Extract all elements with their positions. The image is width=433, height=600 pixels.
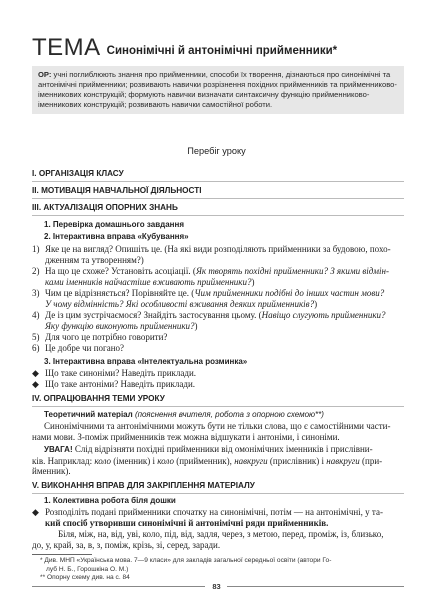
objectives-text: учні поглиблюють знання про прийменники, способи їх творення, дізнаються про синонімічні та антонімічні прийменники; розвивають навички розрізнення похідних прийменників та прийменниково-іменникових конструкцій; формують навички визначати синтаксичну функцію прийменниково-іменникових конструкцій; розвивають навички самостійної роботи. (38, 70, 397, 110)
list-item: ◆ Що таке антоніми? Наведіть приклади. (32, 379, 196, 389)
attention-paragraph: УВАГА! Слід відрізняти похідні прийменники від омонімічних іменників і прислівни- ків. Наприклад: коло (іменник) і коло (прийменник), навкруги (прислівник) і навкруги (при- йменник). (32, 444, 383, 477)
section-heading: І. ОРГАНІЗАЦІЯ КЛАСУ (32, 169, 404, 182)
footnote: * Див. МНП «Українська мова. 7—9 класи» для закладів загальної середньої освіти (автори Го- луб Н. Б., Горошкіна О. М.) ** Опорну схему див. на с. 84 (40, 557, 332, 581)
lesson-heading: Перебіг уроку (187, 146, 246, 156)
list-item: 2) На що це схоже? Установіть асоціації. (Як творять похідні прийменники? З якими відмін- ками іменників найчастіше вживають прийменники?) (32, 266, 389, 287)
list-item: 6) Це добре чи погано? (32, 343, 125, 353)
title-subject: Синонімічні й антонімічні прийменники* (106, 45, 338, 57)
subsection-heading: 3. Інтерактивна вправа «Інтелектуальна розминка» (44, 357, 248, 366)
theory-heading: Теоретичний матеріал (пояснення вчителя, робота з опорною схемою**) (44, 410, 324, 419)
list-item: 4) Де із цим зустрічаємося? Знайдіть застосування цьому. (Навіщо слугують прийменники? Яку функцію виконують прийменники?) (32, 310, 386, 331)
section-heading: ІІ. МОТИВАЦІЯ НАВЧАЛЬНОЇ ДІЯЛЬНОСТІ (32, 186, 404, 199)
list-item: 5) Для чого це потрібно говорити? (32, 332, 168, 342)
footnote-divider (32, 554, 92, 555)
subsection-heading: 1. Перевірка домашнього завдання (44, 220, 184, 229)
list-item: 1) Яке це на вигляд? Опишіть це. (На які види розподіляють прийменники за будовою, похо- дженням та утворенням?) (32, 244, 391, 265)
page-number: 83 (212, 582, 221, 591)
exercise-words: Біля, між, на, від, уві, коло, під, від, задля, через, з метою, перед, проміж, із, близько, до, у, край, за, в, з, поміж, крізь, зі, серед, заради. (32, 529, 384, 550)
objectives-label: ОР: (38, 70, 52, 79)
exercise-task: ◆ Розподіліть подані прийменники спочатку на синонімічні, потім — на антонімічні, у та- кий спосіб утворивши синонімічні й антонімічні ряди прийменників. (32, 507, 383, 528)
list-item: 3) Чим це відрізняється? Порівняйте це. (Чим прийменники подібні до інших частин мови? У чому відмінність? Які особливості вживання деяких прийменників?) (32, 288, 385, 309)
theory-paragraph: Синонімічними та антонімічними можуть бути не тільки слова, що є самостійними части- нами мови. З-поміж прийменників теж можна відшукати і антоніми, і синоніми. (32, 421, 391, 442)
subsection-heading: 1. Колективна робота біля дошки (44, 496, 176, 505)
subsection-heading: 2. Інтерактивна вправа «Кубування» (44, 232, 189, 241)
page-title (32, 36, 337, 60)
objectives-box (32, 66, 404, 114)
title-tema: ТЕМА (32, 34, 101, 61)
section-heading: IV. ОПРАЦЮВАННЯ ТЕМИ УРОКУ (32, 394, 404, 407)
section-heading: ІІІ. АКТУАЛІЗАЦІЯ ОПОРНИХ ЗНАНЬ (32, 203, 404, 216)
list-item: ◆ Що таке синоніми? Наведіть приклади. (32, 368, 197, 378)
section-heading: V. ВИКОНАННЯ ВПРАВ ДЛЯ ЗАКРІПЛЕННЯ МАТЕРІАЛУ (32, 481, 404, 494)
